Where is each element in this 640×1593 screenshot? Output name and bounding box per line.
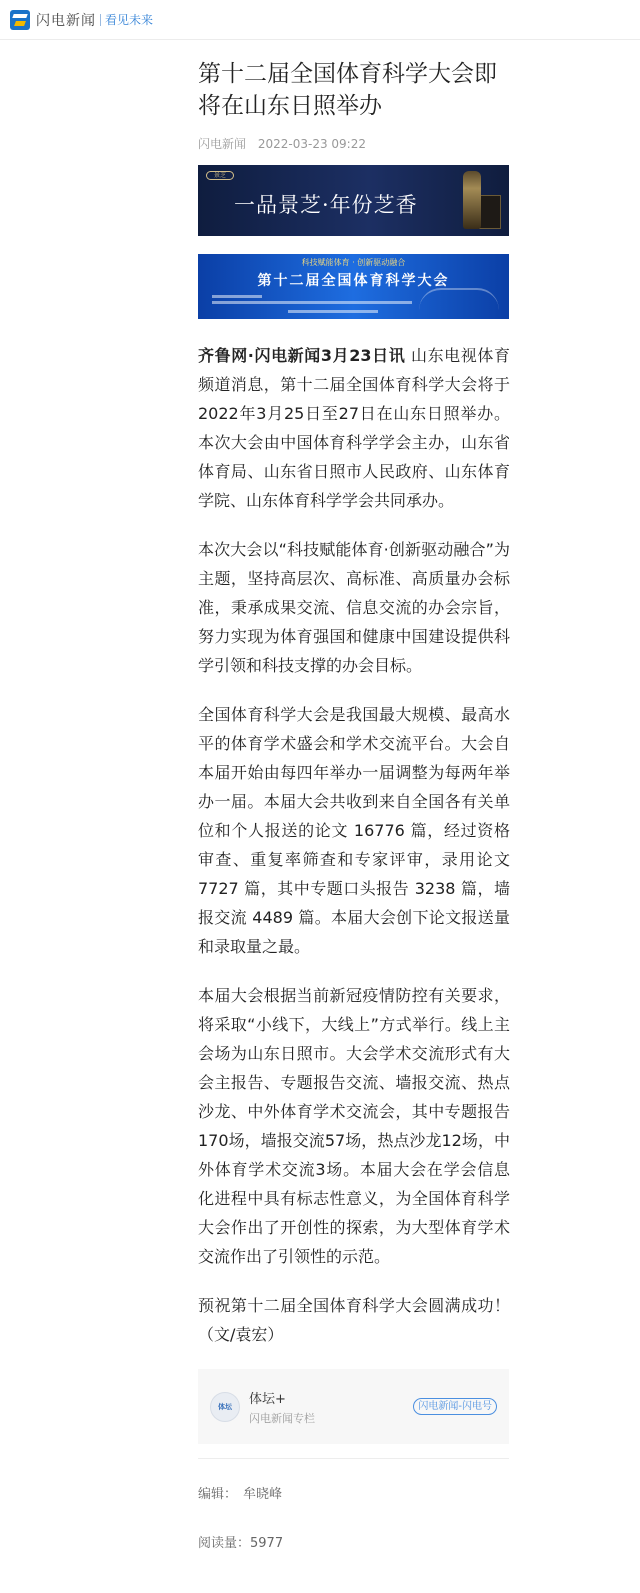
article-paragraph: 全国体育科学大会是我国最大规模、最高水平的体育学术盛会和学术交流平台。大会自本届开始由每四年举办一届调整为每两年举办一届。本届大会共收到来自全国各有关单位和个人报送的论文 16776 篇，经过资格审查、重复率筛查和专家评审，录用论文 7727 篇，其中专题口头报告 3238 篇，墙报交流 4489 篇。本届大会创下论文报送量和录取量之最。	[198, 705, 510, 956]
channel-info	[249, 1388, 315, 1426]
brand-slogan: 看见未来	[105, 13, 154, 27]
article	[198, 58, 510, 1551]
channel-card[interactable]	[198, 1369, 509, 1444]
editor-line	[198, 1483, 510, 1502]
brand-name[interactable]: 闪电新闻	[36, 12, 96, 29]
banner-decoration	[212, 295, 262, 298]
brand-logo-icon[interactable]	[10, 10, 30, 30]
article-title: 第十二届全国体育科学大会即将在山东日照举办	[198, 61, 497, 119]
conference-banner-image	[198, 254, 509, 319]
article-source[interactable]: 闪电新闻	[198, 137, 247, 151]
article-meta	[198, 135, 510, 151]
channel-tag[interactable]: 闪电新闻-闪电号	[413, 1398, 497, 1415]
brand-divider	[100, 14, 101, 26]
divider	[198, 1458, 509, 1459]
conference-banner-subtitle: 科技赋能体育 · 创新驱动融合	[301, 258, 406, 267]
stadium-graphic	[419, 288, 499, 310]
article-body	[198, 341, 510, 1349]
article-date: 2022-03-23 09:22	[257, 137, 366, 151]
channel-subtitle: 闪电新闻专栏	[249, 1411, 315, 1425]
article-paragraph: 本届大会根据当前新冠疫情防控有关要求，将采取“小线下，大线上”方式举行。线上主会场为山东日照市。大会学术交流形式有大会主报告、专题报告交流、墙报交流、热点沙龙、中外体育学术交流会，其中专题报告170场，墙报交流57场，热点沙龙12场，中外体育学术交流3场。本届大会在学会信息化进程中具有标志性意义，为全国体育科学大会作出了开创性的探索，为大型体育学术交流作出了引领性的示范。	[198, 986, 510, 1266]
editor-label: 编辑：	[198, 1487, 238, 1502]
article-paragraph: 齐鲁网·闪电新闻3月23日讯 山东电视体育频道消息，第十二届全国体育科学大会将于2022年3月25日至27日在山东日照举办。本次大会由中国体育科学学会主办，山东省体育局、山东省日照市人民政府、山东体育学院、山东体育科学学会共同承办。	[198, 346, 510, 510]
article-paragraph: 预祝第十二届全国体育科学大会圆满成功！（文/袁宏）	[198, 1296, 510, 1344]
ad-banner-text: 一品景芝·年份芝香	[234, 193, 418, 217]
banner-decoration	[288, 310, 378, 313]
ad-gift-box-image	[479, 195, 501, 229]
top-bar	[0, 0, 640, 40]
read-count-label: 阅读量：	[198, 1536, 251, 1551]
ad-bottle-image	[463, 171, 481, 229]
read-count-value: 5977	[250, 1536, 284, 1551]
article-lead: 齐鲁网·闪电新闻3月23日讯	[198, 346, 406, 365]
article-paragraph: 本次大会以“科技赋能体育·创新驱动融合”为主题，坚持高层次、高标准、高质量办会标准，秉承成果交流、信息交流的办会宗旨，努力实现为体育强国和健康中国建设提供科学引领和科技支撑的办会目标。	[198, 540, 510, 675]
ad-banner[interactable]	[198, 165, 509, 236]
editor-name: 牟晓峰	[243, 1487, 283, 1502]
conference-banner-title: 第十二届全国体育科学大会	[257, 273, 450, 289]
read-count-line	[198, 1532, 510, 1551]
banner-decoration	[212, 301, 412, 304]
ad-brand-badge: 景芝	[206, 171, 234, 180]
channel-avatar[interactable]: 体坛	[210, 1392, 240, 1422]
channel-name[interactable]: 体坛+	[249, 1391, 286, 1407]
